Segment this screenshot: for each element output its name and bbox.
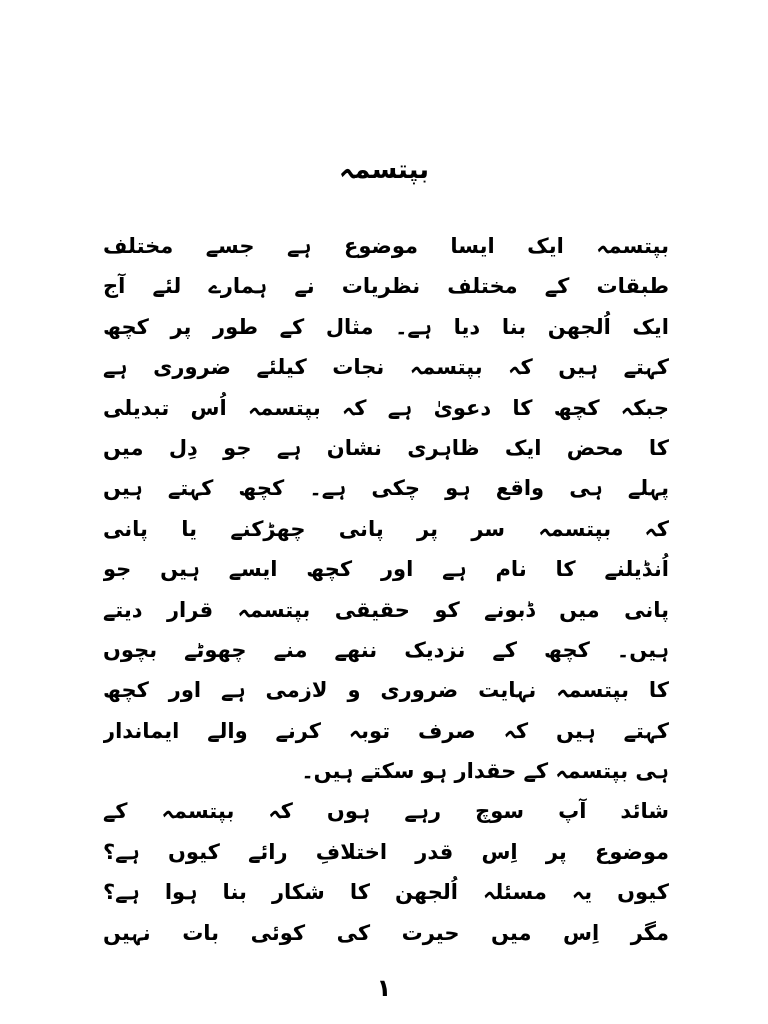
page-number: ۱: [376, 974, 392, 1002]
text-line: ایک اُلجھن بنا دیا ہے۔ مثال کے طور پر کچھ: [103, 314, 669, 339]
text-line: موضوع پر اِس قدر اختلافِ رائے کیوں ہے؟: [103, 839, 669, 864]
page-title: بپتسمہ: [338, 155, 430, 185]
text-line: کیوں یہ مسئلہ اُلجھن کا شکار بنا ہوا ہے؟: [103, 880, 669, 905]
text-line: کا بپتسمہ نہایت ضروری و لازمی ہے اور کچھ: [103, 678, 669, 703]
text-line: مگر اِس میں حیرت کی کوئی بات نہیں: [103, 920, 669, 945]
text-line: کہتے ہیں کہ صرف توبہ کرنے والے ایماندار: [103, 718, 669, 743]
text-line: جبکہ کچھ کا دعویٰ ہے کہ بپتسمہ اُس تبدیلی: [103, 395, 669, 420]
text-line: بپتسمہ ایک ایسا موضوع ہے جسے مختلف: [103, 234, 669, 258]
text-line: کہتے ہیں کہ بپتسمہ نجات کیلئے ضروری ہے: [103, 355, 669, 380]
text-line: ہیں۔ کچھ کے نزدیک ننھے منے چھوٹے بچوں: [103, 637, 669, 662]
text-line: ہی بپتسمہ کے حقدار ہو سکتے ہیں۔: [301, 759, 669, 784]
text-line: اُنڈیلنے کا نام ہے اور کچھ ایسے ہیں جو: [103, 557, 669, 582]
body-text: [103, 226, 669, 953]
text-line: کہ بپتسمہ سر پر پانی چھڑکنے یا پانی: [103, 516, 669, 541]
text-line: کا محض ایک ظاہری نشان ہے جو دِل میں: [103, 435, 669, 460]
text-line: طبقات کے مختلف نظریات نے ہمارے لئے آج: [103, 274, 669, 299]
text-line: شائد آپ سوچ رہے ہوں کہ بپتسمہ کے: [103, 799, 669, 824]
text-line: پہلے ہی واقع ہو چکی ہے۔ کچھ کہتے ہیں: [103, 476, 669, 501]
text-line: پانی میں ڈبونے کو حقیقی بپتسمہ قرار دیتے: [103, 597, 669, 622]
